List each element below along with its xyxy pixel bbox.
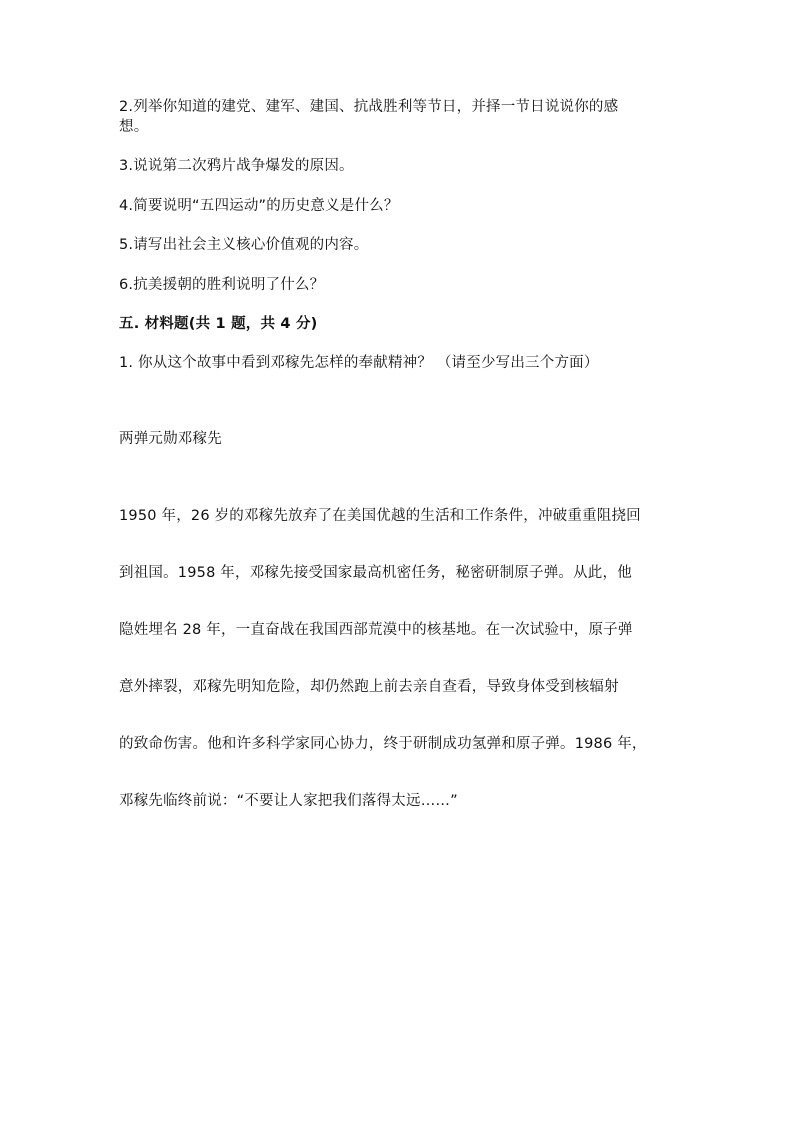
section-5-question-1: 1. 你从这个故事中看到邓稼先怎样的奉献精神？ （请至少写出三个方面） [119, 355, 599, 371]
question-6: 6.抗美援朝的胜利说明了什么？ [119, 277, 325, 293]
question-5: 5.请写出社会主义核心价值观的内容。 [119, 237, 369, 253]
material-line-2: 到祖国。1958 年，邓稼先接受国家最高机密任务，秘密研制原子弹。从此，他 [119, 565, 632, 581]
question-4: 4.简要说明“五四运动”的历史意义是什么？ [119, 198, 399, 214]
question-2-line-1: 2.列举你知道的建党、建军、建国、抗战胜利等节日，并择一节日说说你的感 [119, 99, 619, 115]
section-5-heading: 五. 材料题(共 1 题，共 4 分) [119, 316, 318, 332]
material-line-1: 1950 年，26 岁的邓稼先放弃了在美国优越的生活和工作条件，冲破重重阻挠回 [119, 508, 641, 524]
material-line-3: 隐姓埋名 28 年，一直奋战在我国西部荒漠中的核基地。在一次试验中，原子弹 [119, 622, 633, 638]
question-2-line-2: 想。 [119, 119, 149, 135]
material-line-5: 的致命伤害。他和许多科学家同心协力，终于研制成功氢弹和原子弹。1986 年， [119, 736, 647, 752]
material-line-6: 邓稼先临终前说：“不要让人家把我们落得太远……” [119, 793, 458, 809]
question-3: 3.说说第二次鸦片战争爆发的原因。 [119, 158, 354, 174]
material-line-4: 意外摔裂，邓稼先明知危险，却仍然跑上前去亲自查看，导致身体受到核辐射 [119, 679, 619, 695]
material-title: 两弹元勋邓稼先 [119, 431, 222, 447]
